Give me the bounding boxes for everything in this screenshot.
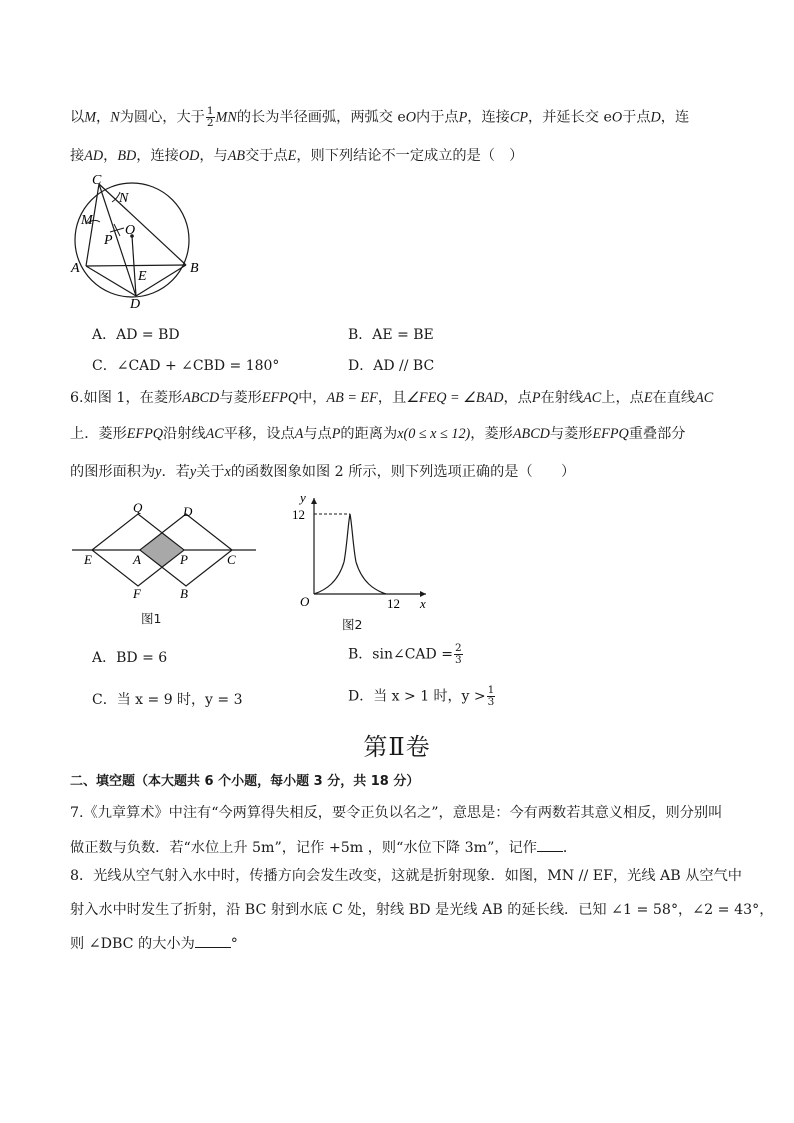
q5-label-B: B	[190, 261, 199, 276]
q6-option-b: B．sin∠CAD = $\frac{2}{3}$	[348, 642, 462, 666]
fig1-label-E: E	[84, 552, 92, 567]
q6-option-b-fraction: $\frac{2}{3}$	[454, 642, 462, 666]
q6-option-d: D．当 x > 1 时，y > $\frac{1}{3}$	[348, 684, 495, 708]
q7-line1: 7.《九章算术》中注有“今两算得失相反，要令正负以名之”，意思是：今有两数若其意义相反，则分别叫	[70, 805, 723, 821]
q6-option-a: A．BD = 6	[92, 650, 168, 666]
q8-line2: 射入水中时发生了折射，沿 BC 射到水底 C 处，射线 BD 是光线 AB 的延长线．已知 ∠1 = 58°，∠2 = 43°，	[70, 902, 774, 918]
fig1-label-D: D	[183, 504, 193, 519]
fig2-xtick-12: 12	[387, 596, 400, 611]
q7-line2: 做正数与负数．若“水位上升 5m”，记作 +5m ，则“水位下降 3m”，记作 ．	[70, 837, 577, 858]
q5-label-P: P	[104, 233, 113, 248]
fig1-label-Q: Q	[133, 500, 143, 515]
fig1-label-B: B	[180, 586, 188, 601]
q5-label-N: N	[119, 191, 129, 206]
q6-stem-line2: 上．菱形EFPQ沿射线AC平移，设点A与点P的距离为x(0 ≤ x ≤ 12)，菱形ABCD与菱形EFPQ重叠部分	[70, 426, 686, 442]
q5-option-c: C．∠CAD + ∠CBD = 180°	[92, 358, 280, 374]
q5-fraction: $\frac{1}{2}$	[206, 105, 214, 129]
fig2-ytick-12: 12	[292, 507, 305, 522]
q8-answer-blank[interactable]	[195, 933, 231, 948]
fig2-label-O: O	[300, 594, 310, 609]
q5-stem-line1: 以M，N为圆心，大于 $\frac{1}{2}$ MN的长为半径画弧，两弧交 eO内于点P，连接CP，并延长交 eO于点D，连	[70, 105, 690, 129]
q5-label-O: O	[125, 223, 136, 238]
q5-option-d: D．AD // BC	[348, 358, 435, 374]
fig2-caption: 图2	[342, 617, 363, 632]
q6-figure-1	[70, 498, 260, 602]
fill-in-section-title: 二、填空题（本大题共 6 个小题，每小题 3 分，共 18 分）	[70, 774, 420, 789]
q5-option-b: B．AE = BE	[348, 327, 434, 343]
q5-label-A: A	[71, 261, 80, 276]
part-two-heading: 第Ⅱ卷	[363, 733, 431, 761]
q6-option-d-fraction: $\frac{1}{3}$	[487, 684, 495, 708]
q6-stem-line1: 6.如图 1，在菱形ABCD与菱形EFPQ中，AB = EF，且∠FEQ = ∠BAD，点P在射线AC上，点E在直线AC	[70, 390, 714, 406]
q6-stem-line3: 的图形面积为y．若y关于x的函数图象如图 2 所示，则下列选项正确的是（ ）	[70, 464, 576, 480]
q5-label-C: C	[92, 173, 102, 188]
fig2-label-y: y	[300, 490, 306, 505]
q5-label-M: M	[81, 213, 93, 228]
q8-line1: 8．光线从空气射入水中时，传播方向会发生改变，这就是折射现象．如图，MN // EF，光线 AB 从空气中	[70, 868, 742, 884]
q5-label-D: D	[130, 297, 141, 312]
q6-figure-2	[286, 490, 436, 614]
q5-circle-figure	[66, 172, 206, 312]
fig1-label-C: C	[227, 552, 236, 567]
fig2-label-x: x	[420, 596, 426, 611]
q5-option-a: A．AD = BD	[92, 327, 180, 343]
fig1-label-F: F	[133, 586, 141, 601]
q7-answer-blank[interactable]	[537, 837, 563, 852]
fig1-label-P: P	[180, 552, 188, 567]
q5-stem-line2: 接AD，BD，连接OD，与AB交于点E，则下列结论不一定成立的是（ ）	[70, 148, 524, 164]
fig1-caption: 图1	[141, 611, 162, 626]
fig1-label-A: A	[133, 552, 141, 567]
q8-line3: 则 ∠DBC 的大小为 °	[70, 933, 238, 954]
q6-option-c: C．当 x = 9 时，y = 3	[92, 692, 243, 708]
q5-label-E: E	[138, 269, 147, 284]
